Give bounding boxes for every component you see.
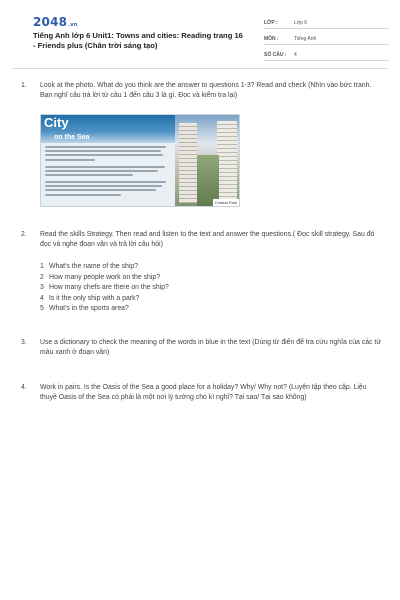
question-number: 4.: [21, 384, 27, 391]
meta-label: MÔN :: [264, 36, 279, 42]
list-item: 4 Is it the only ship with a park?: [40, 294, 140, 302]
document-title: Tiếng Anh lớp 6 Unit1: Towns and cities: Reading trang 16 - Friends plus (Chân trời sáng tạo): [33, 31, 243, 50]
question-text: Look at the photo. What do you think are the answer to questions 1-3? Read and check (Nhìn vào bức tranh. Bạn nghĩ câu trả lời từ câu 1 đến câu 3 là gì. Đọc và kiểm tra lại): [40, 82, 372, 99]
logo-text: 2048: [33, 15, 68, 29]
meta-row-class: [264, 14, 389, 29]
meta-info: [264, 14, 389, 62]
site-logo[interactable]: [33, 15, 78, 29]
meta-value: Lớp 6: [294, 20, 308, 26]
meta-label: LỚP :: [264, 20, 278, 26]
question-text: Read the skills Strategy. Then read and listen to the text and answer the questions.( Đọc skill strategy. Sau đó đọc và nghe đoạn văn và trả lời câu hỏi): [40, 231, 375, 248]
question-text: Work in pairs. Is the Oasis of the Sea a good place for a holiday? Why/ Why not? (Luyện tập theo cặp. Liệu thuyề Oasis of the Sea có phải là một nơi lý tưởng cho kì nghỉ? Tại sao/ Tại sao không): [40, 384, 367, 401]
meta-value: 4: [294, 52, 297, 58]
question-number: 2.: [21, 231, 27, 238]
list-item: 2 How many people work on the ship?: [40, 273, 161, 281]
meta-value: Tiếng Anh: [294, 36, 317, 42]
question-2: [21, 230, 381, 250]
city-on-the-sea-photo: [40, 114, 240, 207]
question-number: 3.: [21, 339, 27, 346]
header-divider: [12, 68, 388, 69]
meta-row-subject: [264, 30, 389, 45]
article-text-lines: [45, 146, 171, 198]
photo-caption: Central Park: [214, 200, 237, 205]
document-header: [12, 0, 388, 66]
question-3: [21, 338, 381, 358]
subquestion-list: [40, 262, 169, 315]
list-item: 5 What's in the sports area?: [40, 305, 129, 312]
question-text: Use a dictionary to check the meaning of the words in blue in the text (Dùng từ điển để tra cứu nghĩa của các từ màu xanh ở đoạn văn): [40, 339, 381, 356]
ship-park-image: [175, 115, 240, 207]
article-panel: [41, 115, 175, 207]
list-item: 1 What's the name of the ship?: [40, 263, 139, 270]
list-item: 3 How many chefs are there on the ship?: [40, 284, 169, 291]
article-title-big: City: [44, 115, 69, 130]
meta-label: SỐ CÂU :: [264, 52, 287, 58]
article-title-small: on the Sea: [54, 134, 90, 141]
question-number: 1.: [21, 82, 27, 89]
article-heading: [41, 115, 175, 143]
question-4: [21, 383, 381, 403]
meta-row-count: [264, 46, 389, 61]
question-1: [21, 81, 381, 101]
logo-domain: .vn: [68, 22, 78, 28]
